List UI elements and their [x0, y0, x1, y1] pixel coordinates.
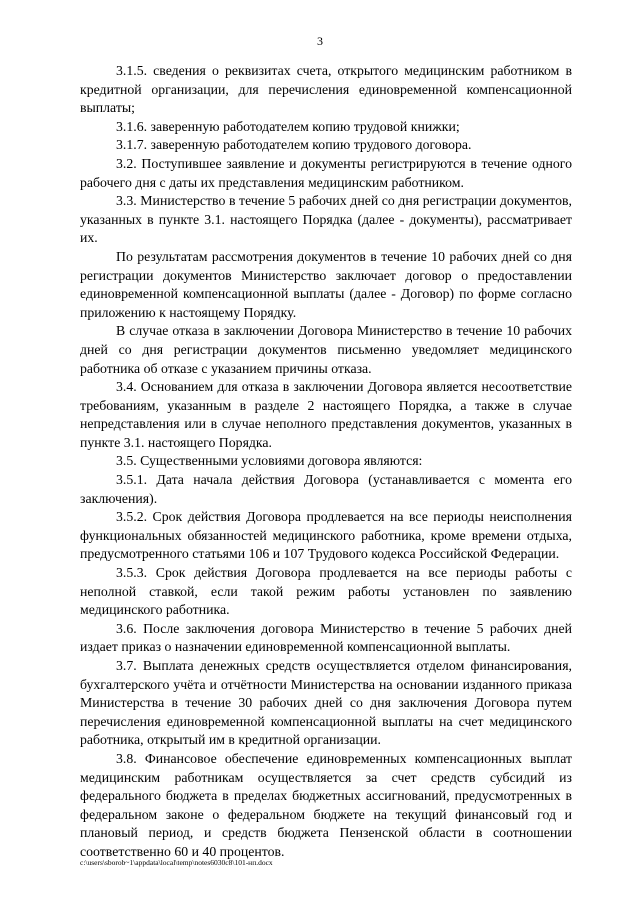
paragraph-3-6: 3.6. После заключения договора Министерство в течение 5 рабочих дней издает приказ о назначении единовременной компенсационной выплаты.	[80, 620, 572, 655]
page-number: 3	[317, 34, 323, 48]
paragraph-3-5: 3.5. Существенными условиями договора являются:	[116, 453, 423, 469]
paragraph-3-5-3: 3.5.3. Срок действия Договора продлевается на все периоды работы с неполной ставкой, если такой режим работы установлен по заявлению медицинского работника.	[80, 565, 572, 618]
paragraph-3-5-2: 3.5.2. Срок действия Договора продлевается на все периоды неисполнения функциональных обязанностей медицинского работника, кроме времени отдыха, предусмотренного статьями 106 и 107 Трудового кодекса Российской Федерации.	[80, 509, 572, 562]
document-body	[80, 62, 572, 862]
paragraph-3-7: 3.7. Выплата денежных средств осуществляется отделом финансирования, бухгалтерского учёта и отчётности Министерства на основании изданного приказа Министерства в течение 30 рабочих дней со дня заключения Договора путем перечисления единовременной компенсационной выплаты на счет медицинского работника, открытый им в кредитной организации.	[80, 658, 572, 748]
paragraph-3-1-6: 3.1.6. заверенную работодателем копию трудовой книжки;	[116, 118, 460, 134]
paragraph-3-1-5: 3.1.5. сведения о реквизитах счета, открытого медицинским работником в кредитной организации, для перечисления единовременной компенсационной выплаты;	[80, 63, 572, 116]
paragraph-3-3: 3.3. Министерство в течение 5 рабочих дней со дня регистрации документов, указанных в пункте 3.1. настоящего Порядка (далее - документы), рассматривает их.	[80, 193, 572, 246]
paragraph-review-results: По результатам рассмотрения документов в течение 10 рабочих дней со дня регистрации документов Министерство заключает договор о предоставлении единовременной компенсационной выплаты (далее - Договор) по форме согласно приложению к настоящему Порядку.	[80, 248, 572, 320]
paragraph-3-8: 3.8. Финансовое обеспечение единовременных компенсационных выплат медицинским работникам осуществляется за счет средств субсидий из федерального бюджета в пределах бюджетных ассигнований, предусмотренных в федеральном законе о федеральном бюджете на текущий финансовый год и плановый период, и средств бюджета Пензенской области в соотношении соответственно 60 и 40 процентов.	[80, 750, 572, 859]
footer-file-path: c:\users\sborob~1\appdata\local\temp\notes6030c8\101-нп.docx	[80, 858, 273, 867]
paragraph-3-4: 3.4. Основанием для отказа в заключении Договора является несоответствие требованиям, указанным в разделе 2 настоящего Порядка, а также в случае непредставления или в случае неполного представления документов, указанных в пункте 3.1. настоящего Порядка.	[80, 379, 572, 450]
paragraph-3-5-1: 3.5.1. Дата начала действия Договора (устанавливается с момента его заключения).	[80, 472, 572, 506]
paragraph-refusal-notice: В случае отказа в заключении Договора Министерство в течение 10 рабочих дней со дня регистрации документов письменно уведомляет медицинского работника об отказе с указанием причины отказа.	[80, 323, 572, 376]
paragraph-3-2: 3.2. Поступившее заявление и документы регистрируются в течение одного рабочего дня с даты их представления медицинским работником.	[80, 155, 572, 190]
paragraph-3-1-7: 3.1.7. заверенную работодателем копию трудового договора.	[116, 137, 472, 153]
